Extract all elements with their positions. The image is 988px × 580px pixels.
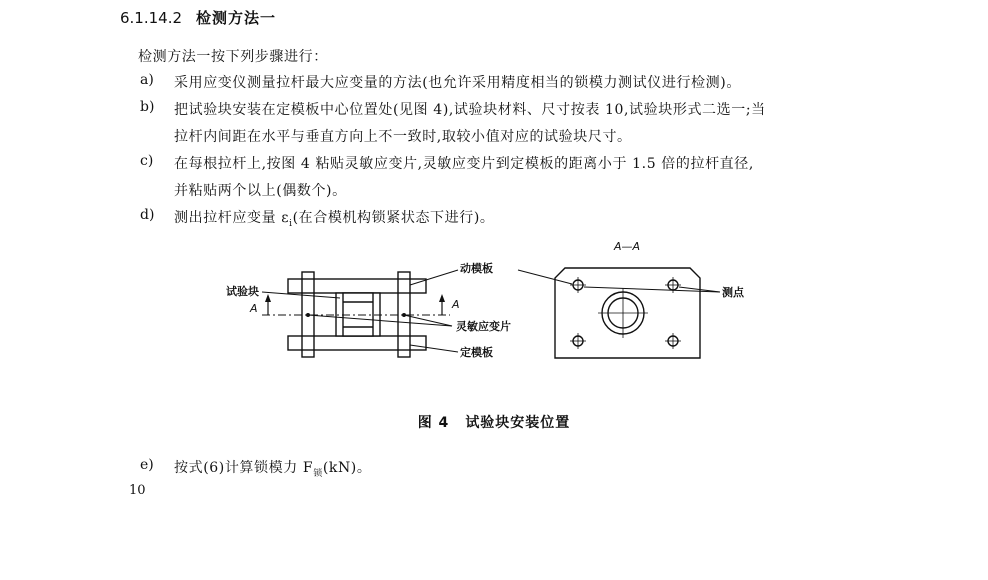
label-fixed-platen: 定模板: [460, 346, 493, 359]
section-number: 6.1.14.2: [120, 9, 183, 27]
front-view: [262, 270, 458, 357]
label-measuring-point: 测点: [722, 286, 744, 299]
item-label-a: a): [140, 72, 154, 88]
figure-title: 试验块安装位置: [465, 415, 571, 431]
section-title: 检测方法一: [196, 9, 277, 27]
item-e-line-1: 按式(6)计算锁模力 $F_锁(kN)$。: [174, 460, 372, 479]
label-test-block: 试验块: [226, 285, 259, 298]
item-b-line-2: 拉杆内间距在水平与垂直方向上不一致时,取较小值对应的试验块尺寸。: [174, 129, 632, 145]
label-strain-gauge: 灵敏应变片: [456, 320, 511, 333]
section-view: [518, 268, 720, 358]
item-label-b: b): [140, 99, 155, 115]
item-b-line-1: 把试验块安装在定模板中心位置处(见图 4),试验块材料、尺寸按表 10,试验块形式二选一;当: [174, 102, 766, 118]
item-d-line-1: 测出拉杆应变量 $\varepsilon_i$(在合模机构锁紧状态下进行)。: [174, 210, 495, 229]
label-section-left: A: [250, 302, 258, 315]
figure-caption: [0, 412, 988, 432]
label-section-right: A: [452, 298, 460, 311]
page-number: 10: [129, 483, 146, 498]
intro-paragraph: 检测方法一按下列步骤进行：: [138, 49, 328, 65]
item-c-line-1: 在每根拉杆上,按图 4 粘贴灵敏应变片,灵敏应变片到定模板的距离小于 1.5 倍的拉杆直径,: [174, 156, 754, 172]
item-label-e: e): [140, 457, 154, 473]
label-moving-platen: 动模板: [460, 262, 493, 275]
section-view-label: A—A: [614, 240, 641, 253]
item-a-line-1: 采用应变仪测量拉杆最大应变量的方法(也允许采用精度相当的锁模力测试仪进行检测)。: [174, 75, 741, 91]
item-c-line-2: 并粘贴两个以上(偶数个)。: [174, 183, 347, 199]
item-label-d: d): [140, 207, 155, 223]
item-label-c: c): [140, 153, 154, 169]
figure-number: 图 4: [417, 415, 450, 431]
